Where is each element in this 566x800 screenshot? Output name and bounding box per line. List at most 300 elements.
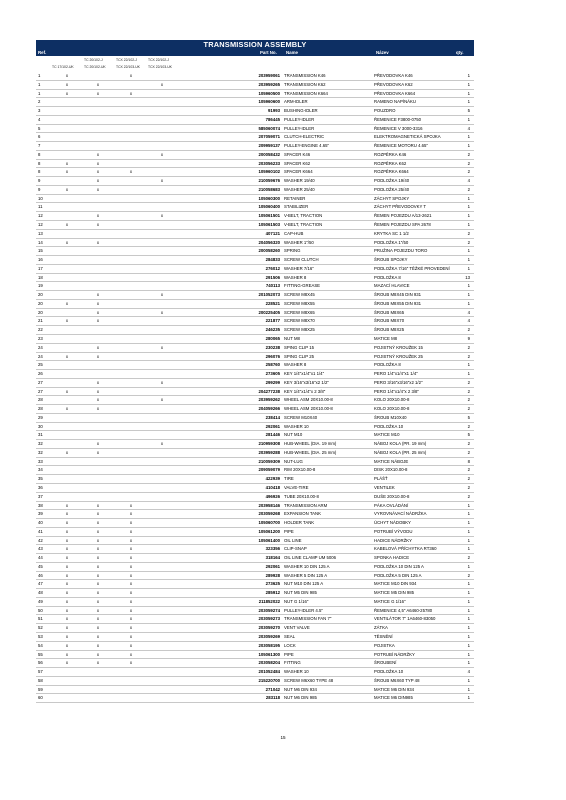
part-number-cell: 200058432 [258,151,280,157]
table-row [36,300,474,309]
model-mark: x [65,555,69,561]
table-row [36,212,474,221]
part-number-cell: 221877 [265,318,280,324]
ref-cell: 8 [38,169,41,175]
nazev-cell: MATICE M5 DIN 985 [374,590,415,596]
nazev-cell: ŠROUB M8X25 [374,327,405,333]
table-row [36,177,474,186]
table-row [36,633,474,642]
ref-cell: 53 [38,634,43,639]
model-mark: x [65,537,69,543]
name-cell: HOLDER TANK [284,520,315,526]
ref-cell: 41 [38,528,43,534]
model-mark: x [65,81,69,87]
name-cell: NUT M6 DIN 934 [284,686,317,692]
name-cell: SPACER K46 [284,151,311,157]
model-mark: x [65,634,69,639]
part-number-cell: 283118 [265,695,280,701]
part-number-cell: 105061200 [258,528,280,534]
table-row [36,81,474,90]
model-mark: x [65,546,69,552]
qty-cell: 1 [467,607,470,613]
part-number-cell: 203059273 [258,616,280,622]
model-mark: x [129,581,133,587]
qty-cell: 4 [467,318,470,324]
model-mark: x [65,300,69,306]
table-row [36,239,474,248]
ref-cell: 20 [38,292,43,298]
qty-cell: 1 [467,598,470,604]
qty-cell: 1 [467,563,470,569]
table-row [36,335,474,344]
ref-cell: 16 [38,257,43,263]
ref-cell: 8 [38,160,41,166]
name-cell: SCREW M6X60 TYPE 48 [284,677,334,683]
table-row [36,353,474,362]
ref-cell: 44 [38,555,43,561]
ref-cell: 10 [38,195,43,201]
model-mark: x [129,651,133,657]
nazev-cell: ELEKTROMAGNETICKÁ SPOJKA [374,134,441,140]
qty-cell: 5 [467,414,470,420]
part-number-cell: 105060300 [258,195,280,201]
nazev-cell: MATICE M10 [374,432,400,438]
model-mark: x [129,660,133,666]
part-number-cell: 296076 [265,353,280,359]
model-mark: x [129,590,133,596]
nazev-cell: ŠROUB M10X40 [374,414,407,420]
model-mark: x [65,353,69,359]
qty-cell: 1 [467,134,470,140]
model-mark: x [96,528,100,534]
model-mark: x [160,292,164,298]
table-row [36,431,474,440]
table-row [36,221,474,230]
table-row [36,502,474,511]
nazev-cell: KABELOVÁ PŘÍCHYTKA RT360 [374,546,437,552]
table-row [36,160,474,169]
model-mark: x [129,528,133,534]
ref-cell: 8 [38,151,41,157]
model-mark: x [129,642,133,648]
name-cell: SCREW M8X25 [284,327,315,333]
ref-cell: 32 [38,449,43,455]
nazev-cell: PODLOŽKA 1"/50 [374,239,409,245]
part-number-cell: 209059079 [258,467,280,473]
page-number: 15 [280,735,286,740]
model-mark: x [129,537,133,543]
table-row [36,309,474,318]
part-number-cell: 410418 [265,484,280,490]
ref-cell: 28 [38,397,43,403]
ref-cell: 27 [38,388,43,394]
part-number-cell: 210058683 [258,186,280,192]
nazev-cell: PÁKA OVLÁDÁNÍ [374,502,409,508]
ref-cell: 19 [38,283,43,289]
qty-cell: 1 [467,528,470,534]
model-mark: x [160,344,164,350]
qty-cell: 1 [467,502,470,508]
model-mark: x [96,537,100,543]
model-mark: x [96,406,100,412]
name-cell: NUT M8 [284,335,300,341]
qty-cell: 2 [467,169,470,175]
part-number-cell: 204277238 [258,388,280,394]
part-number-cell: 203059270 [258,625,280,631]
part-number-cell: 271042 [265,686,280,692]
model-mark: x [96,625,100,631]
model-mark: x [65,528,69,534]
ref-cell: 24 [38,353,43,359]
name-cell: WASHER 25/40 [284,186,315,192]
model-mark: x [96,186,100,192]
qty-cell: 1 [467,581,470,587]
table-row [36,361,474,370]
part-number-cell: 209959137 [258,143,280,149]
part-number-cell: 203959061 [258,73,280,78]
nazev-cell: PERO 3/16"x3/16"x2 1/2" [374,379,423,385]
nazev-cell: ZÁTKA [374,625,388,631]
nazev-cell: SPONKA HADICE [374,555,410,561]
name-cell: WASHER 7/16" [284,265,314,271]
table-row [36,388,474,397]
name-cell: TRANSMISSION K46 [284,73,326,78]
part-number-cell: 238414 [265,414,280,420]
name-cell: CLIP-SNAP [284,546,307,552]
name-cell: WHEEL ASM 20X10.00-8 [284,397,333,403]
ref-cell: 39 [38,511,43,517]
ref-cell: 24 [38,344,43,350]
model-mark: x [65,616,69,622]
name-cell: WASHER 1"/50 [284,239,314,245]
table-row [36,677,474,686]
name-cell: SPING CLIP 25 [284,353,315,359]
header-part-no: Part No. [260,50,277,55]
name-cell: WASHER 19/40 [284,178,315,184]
name-cell: TIRE [284,476,294,482]
ref-cell: 21 [38,318,43,324]
model-mark: x [65,563,69,569]
ref-cell: 6 [38,134,41,140]
table-row [36,686,474,695]
nazev-cell: VENTILÁTOR 7" 1A6460-83050 [374,616,436,622]
table-row [36,274,474,283]
name-cell: WASHER 8 [284,362,307,368]
name-cell: WASHER 10 [284,669,309,675]
nazev-cell: ŠROUB M6X60 TYP 48 [374,677,420,683]
part-number-cell: 292061 [265,423,280,429]
qty-cell: 1 [467,660,470,666]
table-row [36,195,474,204]
table-row [36,116,474,125]
ref-cell: 56 [38,660,43,666]
nazev-cell: POTRUBÍ VÝVODU [374,528,413,534]
nazev-cell: PODLOŽKA 10 [374,423,404,429]
qty-cell: 4 [467,178,470,184]
model-mark: x [160,151,164,157]
nazev-cell: POJISTKA [374,642,395,648]
model-mark: x [96,634,100,639]
model-mark: x [65,160,69,166]
model-mark: x [65,90,69,96]
model-mark: x [65,186,69,192]
name-cell: SCREW M8X45 [284,292,315,298]
qty-cell: 1 [467,90,470,96]
ref-cell: 57 [38,669,43,675]
nazev-cell: POJISTNÝ KROUŽEK 15 [374,344,423,350]
name-cell: V-BELT, TRACTION [284,213,323,219]
model-mark: x [96,520,100,526]
nazev-cell: DUŠE 20X10.00-8 [374,493,410,499]
name-cell: SCREW M8X55 [284,300,315,306]
name-cell: HUB-WHEEL (DIA. 19 mm) [284,441,337,447]
ref-cell: 28 [38,406,43,412]
ref-cell: 43 [38,546,43,552]
part-number-cell: 204059266 [258,406,280,412]
part-number-cell: 203959262 [258,397,280,403]
part-number-cell: 105960600 [258,99,280,105]
table-row [36,519,474,528]
model-columns [36,56,474,72]
model-mark: x [96,309,100,315]
model-mark: x [65,169,69,175]
model-mark: x [129,616,133,622]
name-cell: TUBE 20X10.00-8 [284,493,319,499]
name-cell: LOCK [284,642,296,648]
table-row [36,423,474,432]
table-row [36,107,474,116]
qty-cell: 1 [467,204,470,210]
nazev-cell: ŠROUBENÍ [374,660,397,666]
name-cell: PULLEY-IDLER [284,116,315,122]
part-number-cell: 207059071 [258,134,280,140]
nazev-cell: NÁBOJ KOLA (PR. 19 mm) [374,441,427,447]
table-row [36,458,474,467]
qty-cell: 2 [467,230,470,236]
table-row [36,379,474,388]
model-mark: x [129,511,133,517]
ref-cell: 17 [38,265,43,271]
qty-cell: 2 [467,344,470,350]
table-row [36,651,474,660]
qty-cell: 1 [467,511,470,517]
table-row [36,230,474,239]
nazev-cell: PERO 1/4"x1/4"x 2 3/8" [374,388,419,394]
model-mark: x [65,520,69,526]
nazev-cell: ŘEMEN POJEZDU A/13-2621 [374,213,432,219]
ref-cell: 48 [38,590,43,596]
part-number-cell: 230238 [265,344,280,350]
model-mark: x [96,222,100,228]
nazev-cell: ZÁCHYT PŘEVODOVKY T [374,204,427,210]
nazev-cell: PŘEVODOVKA K664 [374,90,416,96]
model-mark: x [96,616,100,622]
qty-cell: 2 [467,476,470,482]
model-mark: x [129,520,133,526]
qty-cell: 2 [467,388,470,394]
qty-cell: 2 [467,406,470,412]
header-ref: Ref. [38,50,47,55]
model-mark: x [65,318,69,324]
part-number-cell: 105060400 [258,204,280,210]
section-title: TRANSMISSION ASSEMBLY [36,40,474,49]
part-number-cell: 318164 [265,555,280,561]
nazev-cell: PODLOŽKA 7/16" TĚŽKÉ PROVEDENÍ [374,265,450,271]
part-number-cell: 200225405 [258,309,280,315]
name-cell: WASHER 5 DIN 125 A [284,572,328,578]
nazev-cell: ŠROUB M8X65 [374,309,405,315]
table-row [36,528,474,537]
ref-cell: 34 [38,467,43,473]
model-label: TCX 22/102-J [148,58,169,62]
name-cell: V-BELT, TRACTION [284,222,323,228]
model-mark: x [96,81,100,87]
part-number-cell: 210059676 [258,178,280,184]
qty-cell: 4 [467,669,470,675]
table-row [36,572,474,581]
model-mark: x [96,292,100,298]
table-row [36,151,474,160]
nazev-cell: ŘEMENICE F3800-0750 [374,116,422,122]
table-row [36,589,474,598]
ref-cell: 1 [38,90,41,96]
nazev-cell: VYROVNÁVACÍ NÁDRŽKA [374,511,427,517]
nazev-cell: ŠROUB SPOJKY [374,257,408,263]
model-mark: x [65,449,69,455]
nazev-cell: ŠROUB M8X70 [374,318,405,324]
model-mark: x [65,651,69,657]
ref-cell: 20 [38,309,43,315]
name-cell: NUT M10 DIN 125 A [284,581,324,587]
ref-cell: 23 [38,335,43,341]
name-cell: HUB-WHEEL (DIA. 25 mm) [284,449,337,455]
name-cell: RIM 20X10.00-8 [284,467,316,473]
model-mark: x [96,590,100,596]
model-mark: x [129,572,133,578]
part-number-cell: 105061300 [258,651,280,657]
name-cell: KEY 1/4"x1/4"x1 1/4" [284,371,325,377]
table-header [36,49,474,56]
table-row [36,694,474,703]
nazev-cell: PODLOŽKA 19/40 [374,178,410,184]
part-number-cell: 105060700 [258,520,280,526]
qty-cell: 9 [467,335,470,341]
qty-cell: 1 [467,537,470,543]
nazev-cell: MATICE M8 [374,335,398,341]
part-number-cell: 203058195 [258,642,280,648]
part-number-cell: 228521 [265,300,280,306]
model-mark: x [65,572,69,578]
nazev-cell: PŘEVODOVKA K46 [374,73,413,78]
ref-cell: 31 [38,432,43,438]
nazev-cell: DISK 20X10.00-8 [374,467,408,473]
qty-cell: 2 [467,397,470,403]
model-mark: x [96,239,100,245]
part-number-cell: 299299 [265,379,280,385]
model-mark: x [96,642,100,648]
table-row [36,291,474,300]
nazev-cell: POUZDRO [374,108,396,114]
ref-cell: 13 [38,230,43,236]
part-number-cell: 284833 [265,257,280,263]
model-mark: x [65,222,69,228]
qty-cell: 1 [467,292,470,298]
nazev-cell: VENTILEK [374,484,395,490]
part-number-cell: 91993 [268,108,280,114]
name-cell: PULLEY-ENGINE 4.65" [284,143,330,149]
ref-cell: 37 [38,493,43,499]
qty-cell: 1 [467,616,470,622]
qty-cell: 1 [467,257,470,263]
qty-cell: 2 [467,353,470,359]
part-number-cell: 285912 [265,590,280,596]
nazev-cell: PODLOŽKA 5 DIN 125 A [374,572,422,578]
model-mark: x [65,502,69,508]
qty-cell: 2 [467,572,470,578]
qty-cell: 2 [467,423,470,429]
nazev-cell: ŠROUB M8X45 DIN 931 [374,292,422,298]
table-row [36,545,474,554]
qty-cell: 2 [467,186,470,192]
model-mark: x [96,651,100,657]
table-row [36,326,474,335]
model-label: TC 20/102-J [84,58,103,62]
name-cell: PULLEY-IDLER [284,125,315,131]
part-number-cell: 585060074 [258,125,280,131]
qty-cell: 2 [467,327,470,333]
name-cell: TRANSMISSION K664 [284,90,328,96]
model-mark: x [96,660,100,666]
parts-sheet [36,40,474,703]
table-row [36,142,474,151]
table-row [36,317,474,326]
model-mark: x [129,555,133,561]
ref-cell: 47 [38,581,43,587]
model-mark: x [96,555,100,561]
name-cell: OIL LINE [284,537,302,543]
nazev-cell: KRYTKA SC 1 1/2 [374,230,409,236]
qty-cell: 1 [467,546,470,552]
ref-cell: 58 [38,677,43,683]
model-mark: x [65,511,69,517]
model-mark: x [65,598,69,604]
model-mark: x [160,397,164,403]
table-row [36,440,474,449]
nazev-cell: POTRUBÍ NÁDRŽKY [374,651,415,657]
qty-cell: 2 [467,467,470,473]
nazev-cell: MATICE M10 DIN 934 [374,581,417,587]
nazev-cell: POJISTNÝ KROUŽEK 25 [374,353,423,359]
part-number-cell: 246235 [265,327,280,333]
qty-cell: 2 [467,239,470,245]
model-mark: x [65,73,69,78]
part-number-cell: 215220700 [258,677,280,683]
header-nazev: Název [376,50,389,55]
nazev-cell: ŘEMENICE 4,5" A6460-25780 [374,607,433,613]
name-cell: FITTING-GREASE [284,283,321,289]
part-number-cell: 273605 [265,371,280,377]
nazev-cell: PLÁŠŤ [374,476,388,482]
qty-cell: 1 [467,283,470,289]
nazev-cell: ROZPĚRKA K664 [374,169,409,175]
part-number-cell: 786445 [265,116,280,122]
model-mark: x [65,581,69,587]
qty-cell: 1 [467,642,470,648]
model-mark: x [96,572,100,578]
part-number-cell: 203059268 [258,511,280,517]
table-row [36,414,474,423]
ref-cell: 55 [38,651,43,657]
